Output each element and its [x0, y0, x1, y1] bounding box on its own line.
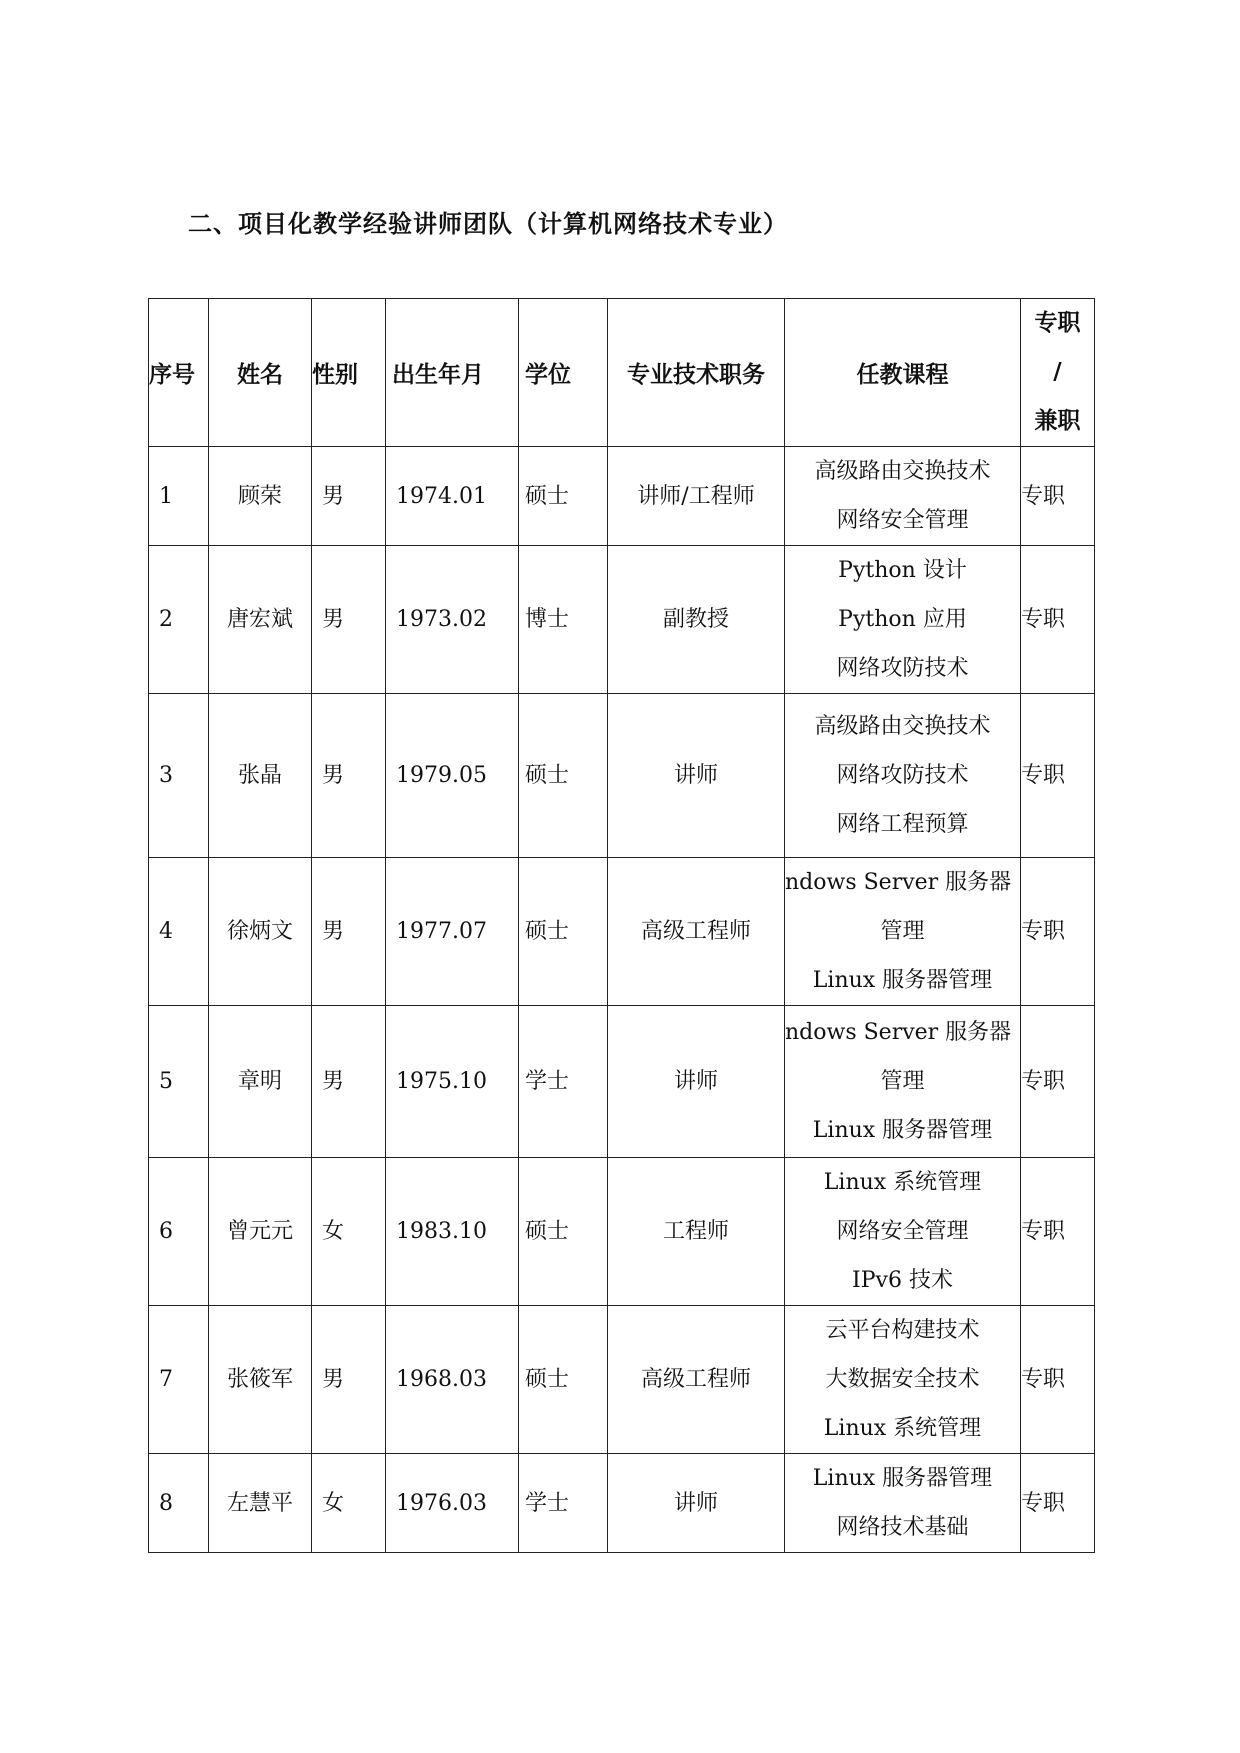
cell-gender: 男: [312, 447, 386, 546]
course-line: 高级路由交换技术: [814, 459, 991, 484]
cell-degree: 硕士: [519, 858, 608, 1006]
cell-type: 专职: [1021, 858, 1095, 1006]
header-type-line3: 兼职: [1034, 408, 1081, 434]
header-gender: 性别: [312, 299, 386, 447]
table-row: [149, 858, 1095, 1006]
cell-birth: 1983.10: [386, 1158, 519, 1306]
cell-degree: 学士: [519, 1454, 608, 1553]
teacher-table: [148, 298, 1095, 1553]
cell-courses: [785, 1306, 1021, 1454]
course-line: Linux 服务器管理: [812, 1118, 993, 1143]
table-row: [149, 1006, 1095, 1158]
course-line: IPv6 技术: [852, 1268, 953, 1293]
cell-type: 专职: [1021, 694, 1095, 858]
course-line: ndows Server 服务器: [785, 1020, 1012, 1045]
header-type: [1021, 299, 1095, 447]
cell-title: 讲师: [608, 694, 785, 858]
course-line: 网络安全管理: [836, 1219, 969, 1244]
cell-courses: [785, 1454, 1021, 1553]
course-line: 网络攻防技术: [836, 656, 969, 681]
cell-gender: 男: [312, 858, 386, 1006]
cell-seq: 7: [149, 1306, 209, 1454]
course-line: 管理: [880, 1069, 925, 1094]
header-title: 专业技术职务: [608, 299, 785, 447]
cell-courses: [785, 858, 1021, 1006]
course-line: 网络工程预算: [836, 812, 969, 837]
cell-courses: [785, 694, 1021, 858]
cell-title: 讲师: [608, 1006, 785, 1158]
cell-gender: 女: [312, 1158, 386, 1306]
cell-name: 张晶: [209, 694, 312, 858]
course-line: 云平台构建技术: [825, 1318, 980, 1343]
cell-seq: 4: [149, 858, 209, 1006]
course-line: 网络攻防技术: [836, 763, 969, 788]
course-line: 管理: [880, 919, 925, 944]
cell-type: 专职: [1021, 1006, 1095, 1158]
cell-type: 专职: [1021, 1306, 1095, 1454]
table-body: [149, 447, 1095, 1553]
header-courses: 任教课程: [785, 299, 1021, 447]
cell-title: 工程师: [608, 1158, 785, 1306]
cell-degree: 硕士: [519, 447, 608, 546]
cell-degree: 硕士: [519, 1158, 608, 1306]
cell-birth: 1973.02: [386, 546, 519, 694]
cell-birth: 1975.10: [386, 1006, 519, 1158]
course-line: 网络安全管理: [836, 508, 969, 533]
cell-gender: 男: [312, 546, 386, 694]
course-line: 高级路由交换技术: [814, 714, 991, 739]
cell-seq: 1: [149, 447, 209, 546]
cell-seq: 3: [149, 694, 209, 858]
header-type-line2: /: [1053, 359, 1062, 385]
cell-seq: 8: [149, 1454, 209, 1553]
course-line: 大数据安全技术: [825, 1367, 980, 1392]
course-line: Linux 系统管理: [823, 1170, 982, 1195]
table-row: [149, 1454, 1095, 1553]
cell-seq: 2: [149, 546, 209, 694]
header-seq: 序号: [149, 299, 209, 447]
cell-courses: [785, 1006, 1021, 1158]
cell-type: 专职: [1021, 1454, 1095, 1553]
cell-gender: 女: [312, 1454, 386, 1553]
cell-seq: 5: [149, 1006, 209, 1158]
cell-gender: 男: [312, 694, 386, 858]
table-row: [149, 1306, 1095, 1454]
cell-gender: 男: [312, 1006, 386, 1158]
table-row: [149, 694, 1095, 858]
cell-courses: [785, 1158, 1021, 1306]
page-heading: 二、项目化教学经验讲师团队（计算机网络技术专业）: [188, 210, 788, 238]
cell-title: 高级工程师: [608, 858, 785, 1006]
cell-type: 专职: [1021, 1158, 1095, 1306]
course-line: Linux 系统管理: [823, 1416, 982, 1441]
course-line: ndows Server 服务器: [785, 870, 1012, 895]
cell-title: 高级工程师: [608, 1306, 785, 1454]
cell-name: 左慧平: [209, 1454, 312, 1553]
course-line: 网络技术基础: [836, 1515, 969, 1540]
cell-name: 顾荣: [209, 447, 312, 546]
cell-title: 副教授: [608, 546, 785, 694]
cell-title: 讲师: [608, 1454, 785, 1553]
cell-name: 章明: [209, 1006, 312, 1158]
cell-birth: 1979.05: [386, 694, 519, 858]
cell-birth: 1968.03: [386, 1306, 519, 1454]
cell-gender: 男: [312, 1306, 386, 1454]
cell-degree: 博士: [519, 546, 608, 694]
cell-birth: 1976.03: [386, 1454, 519, 1553]
cell-birth: 1974.01: [386, 447, 519, 546]
cell-type: 专职: [1021, 546, 1095, 694]
course-line: Python 设计: [838, 558, 967, 583]
header-birth: 出生年月: [386, 299, 519, 447]
cell-type: 专职: [1021, 447, 1095, 546]
cell-degree: 硕士: [519, 694, 608, 858]
cell-name: 曾元元: [209, 1158, 312, 1306]
table-row: [149, 546, 1095, 694]
course-line: Linux 服务器管理: [812, 968, 993, 993]
cell-name: 唐宏斌: [209, 546, 312, 694]
table-row: [149, 1158, 1095, 1306]
cell-title: 讲师/工程师: [608, 447, 785, 546]
header-name: 姓名: [209, 299, 312, 447]
cell-name: 徐炳文: [209, 858, 312, 1006]
cell-name: 张筱军: [209, 1306, 312, 1454]
table-row: [149, 447, 1095, 546]
header-degree: 学位: [519, 299, 608, 447]
cell-degree: 硕士: [519, 1306, 608, 1454]
cell-degree: 学士: [519, 1006, 608, 1158]
course-line: Python 应用: [838, 607, 967, 632]
cell-seq: 6: [149, 1158, 209, 1306]
cell-courses: [785, 546, 1021, 694]
course-line: Linux 服务器管理: [812, 1466, 993, 1491]
cell-courses: [785, 447, 1021, 546]
header-type-line1: 专职: [1034, 310, 1081, 336]
cell-birth: 1977.07: [386, 858, 519, 1006]
table-header-row: [149, 299, 1095, 447]
